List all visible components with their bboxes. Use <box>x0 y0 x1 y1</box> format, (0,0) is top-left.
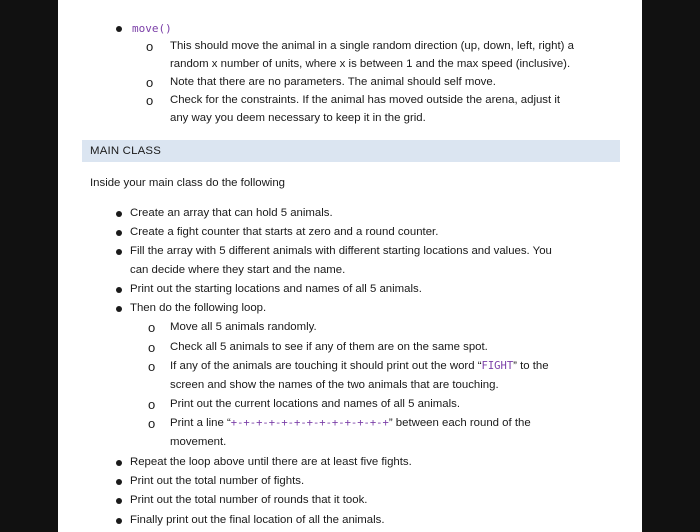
bullet-dot <box>116 518 122 524</box>
loop-item-5-cont: movement. <box>170 436 227 448</box>
sub-bullet: o <box>148 359 156 374</box>
sub-bullet: o <box>146 39 154 54</box>
sub-bullet: o <box>148 397 156 412</box>
loop-item-1: Move all 5 animals randomly. <box>170 321 317 333</box>
bullet-1: Create an array that can hold 5 animals. <box>130 207 333 219</box>
bullet-2: Create a fight counter that starts at zero and a round counter. <box>130 226 439 238</box>
method-name: move() <box>132 22 172 35</box>
fight-text-post: ” to the <box>513 360 549 372</box>
bullet-5: Then do the following loop. <box>130 302 267 314</box>
move-item-1-cont: random x number of units, where x is between 1 and the max speed (inclusive). <box>170 58 571 70</box>
bullet-dot <box>116 479 122 485</box>
bullet-3-cont: can decide where they start and the name. <box>130 264 346 276</box>
bullet-dot <box>116 249 122 255</box>
intro-text: Inside your main class do the following <box>90 177 286 189</box>
print-line-pattern: +-+-+-+-+-+-+-+-+-+-+-+-+ <box>230 417 389 429</box>
final-bullet-4: Finally print out the final location of all the animals. <box>130 514 385 526</box>
bullet-dot <box>116 498 122 504</box>
bullet-dot <box>116 306 122 312</box>
bullet-dot <box>116 230 122 236</box>
loop-item-2: Check all 5 animals to see if any of them are on the same spot. <box>170 341 488 353</box>
print-line-pre: Print a line “ <box>170 417 231 429</box>
sub-bullet: o <box>146 93 154 108</box>
bullet-3: Fill the array with 5 different animals with different starting locations and values. You <box>130 245 552 257</box>
bullet-dot <box>116 211 122 217</box>
bullet-dot <box>116 460 122 466</box>
bullet-dot <box>116 287 122 293</box>
loop-item-3 <box>170 357 549 376</box>
sub-bullet: o <box>148 340 156 355</box>
final-bullet-3: Print out the total number of rounds that it took. <box>130 494 368 506</box>
move-item-1: This should move the animal in a single random direction (up, down, left, right) a <box>170 40 574 52</box>
bullet-dot <box>116 26 122 32</box>
section-header <box>82 140 620 162</box>
move-item-3: Check for the constraints. If the animal has moved outside the arena, adjust it <box>170 94 561 106</box>
move-item-2: Note that there are no parameters. The animal should self move. <box>170 76 496 88</box>
document-page <box>58 0 642 532</box>
move-item-3-cont: any way you deem necessary to keep it in the grid. <box>170 112 426 124</box>
sub-bullet: o <box>148 320 156 335</box>
print-line-post: ” between each round of the <box>388 417 531 429</box>
fight-keyword: FIGHT <box>481 360 514 372</box>
bullet-4: Print out the starting locations and names of all 5 animals. <box>130 283 422 295</box>
right-margin-bar <box>642 0 700 532</box>
loop-item-3-cont: screen and show the names of the two animals that are touching. <box>170 379 499 391</box>
sub-bullet: o <box>148 416 156 431</box>
loop-item-4: Print out the current locations and names of all 5 animals. <box>170 398 460 410</box>
left-margin-bar <box>0 0 58 532</box>
final-bullet-1: Repeat the loop above until there are at least five fights. <box>130 456 412 468</box>
fight-text-pre: If any of the animals are touching it should print out the word “ <box>170 360 482 372</box>
final-bullet-2: Print out the total number of fights. <box>130 475 305 487</box>
section-header-text: MAIN CLASS <box>90 145 161 157</box>
sub-bullet: o <box>146 75 154 90</box>
loop-item-5 <box>170 414 531 433</box>
